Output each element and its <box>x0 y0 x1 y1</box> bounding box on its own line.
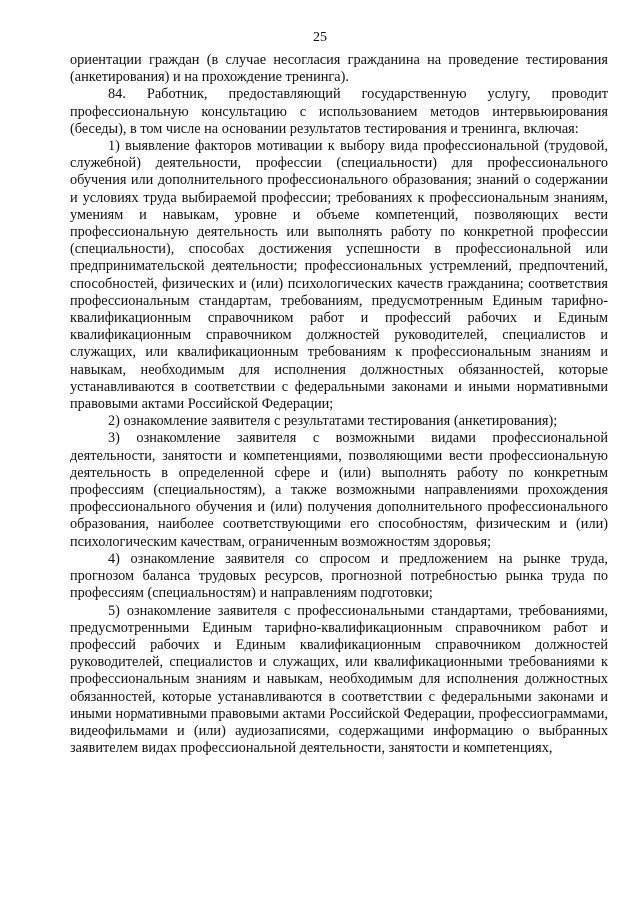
paragraph-84: 84. Работник, предоставляющий государственную услугу, проводит профессиональную консультацию с использованием методов интервьюирования (беседы), в том числе на основании результатов тестирования и тренинга, включая: <box>70 86 608 137</box>
document-body <box>70 52 608 757</box>
list-item-2: 2) ознакомление заявителя с результатами тестирования (анкетирования); <box>108 413 558 430</box>
page-number: 25 <box>313 30 327 45</box>
list-item-3: 3) ознакомление заявителя с возможными видами профессиональной деятельности, занятости и компетенциями, позволяющими вести профессиональную деятельность в определенной сфере и (или) выполнять работу по конкретным профессиям (специальностям), а также возможными направлениями прохождения профессионального обучения и (или) получения дополнительного профессионального образования, наиболее соответствующими его способностям, физическим и (или) психологическим качествам, ограниченным возможностям здоровья; <box>70 430 608 550</box>
paragraph-continuation: ориентации граждан (в случае несогласия гражданина на проведение тестирования (анкетирования) и на прохождение тренинга). <box>70 52 608 86</box>
list-item-1: 1) выявление факторов мотивации к выбору вида профессиональной (трудовой, служебной) деятельности, профессии (специальности) для профессионального обучения или дополнительного профессионального образования; знаний о содержании и условиях труда выбираемой профессии; требованиях к профессиональным знаниям, умениям и навыкам, уровне и объеме компетенций, позволяющих вести профессиональную деятельность или выполнять работу по конкретной профессии (специальности), способах достижения успешности в профессиональной или предпринимательской деятельности; профессиональных устремлений, предпочтений, способностей, физических и (или) психологических качеств гражданина; соответствия профессиональным стандартам, требованиям, предусмотренным Единым тарифно-квалификационным справочником работ и профессий рабочих и Единым квалификационным справочником должностей руководителей, специалистов и служащих, или квалификационным требованиям к профессиональным знаниям и навыкам, необходимым для исполнения должностных обязанностей, которые устанавливаются в соответствии с федеральными законами и иными нормативными правовыми актами Российской Федерации; <box>70 138 608 413</box>
list-item-5: 5) ознакомление заявителя с профессиональными стандартами, требованиями, предусмотренными Единым тарифно-квалификационным справочником работ и профессий рабочих и Единым квалификационным справочником должностей руководителей, специалистов и служащих, или квалификационными требованиями к профессиональным знаниям и навыкам, необходимым для исполнения должностных обязанностей, которые устанавливаются в соответствии с федеральными законами и иными нормативными правовыми актами Российской Федерации, профессиограммами, видеофильмами и (или) аудиозаписями, содержащими информацию о выбранных заявителем видах профессиональной деятельности, занятости и компетенциях, <box>70 602 608 757</box>
list-item-4: 4) ознакомление заявителя со спросом и предложением на рынке труда, прогнозом баланса трудовых ресурсов, прогнозной потребностью рынка труда по профессиям (специальностям) и направлениям подготовки; <box>70 550 608 602</box>
